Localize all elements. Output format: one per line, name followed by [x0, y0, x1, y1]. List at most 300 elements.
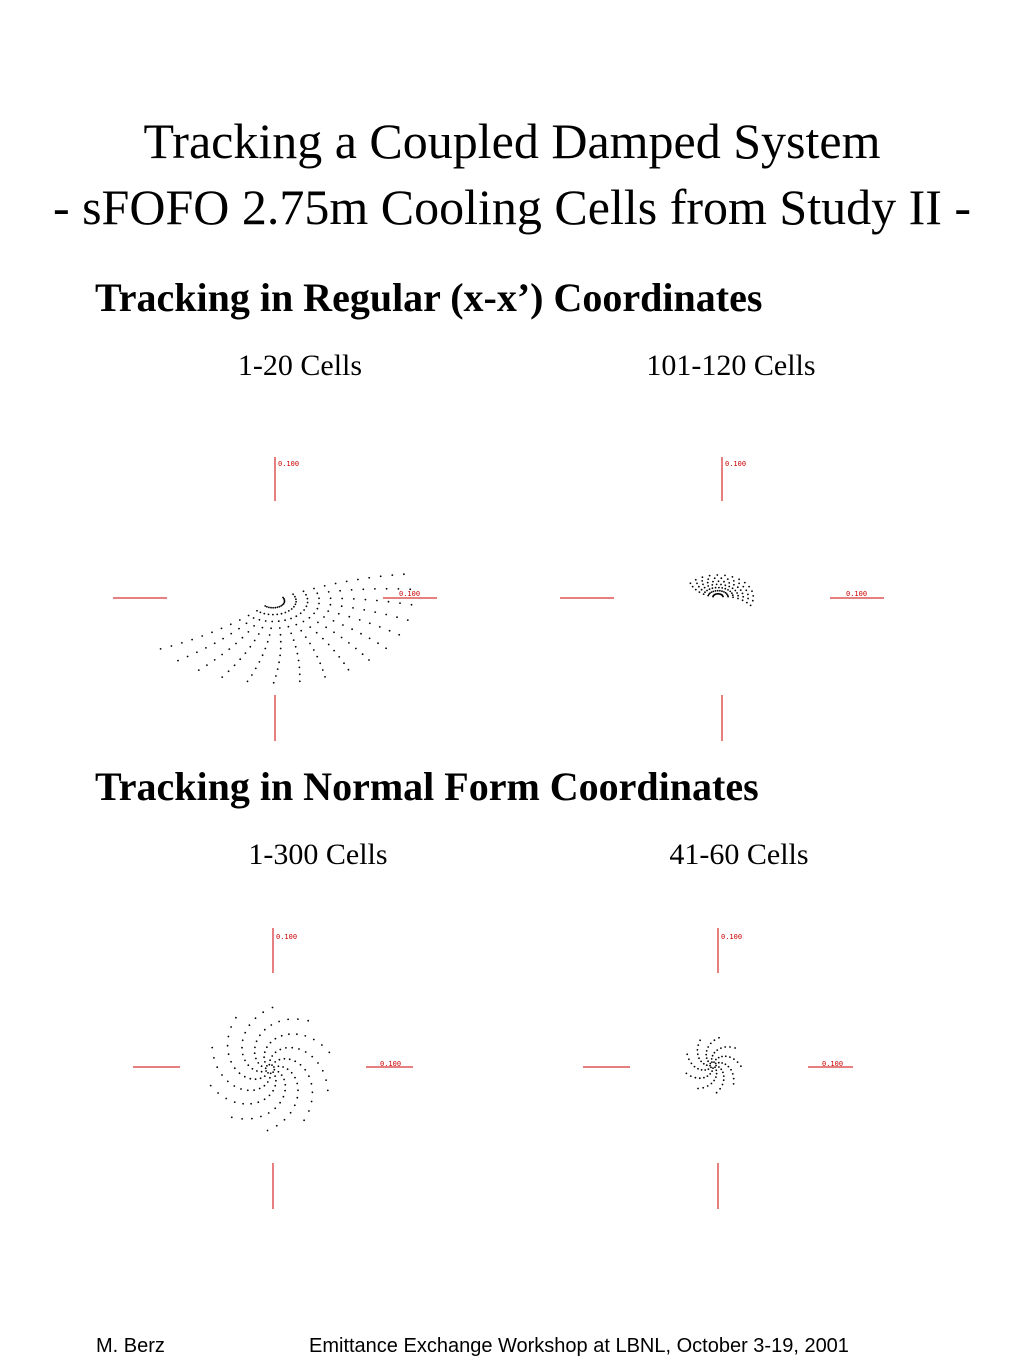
tracking-dot [265, 1067, 267, 1069]
tracking-dot [355, 648, 357, 650]
tracking-dot [325, 626, 327, 628]
tracking-dot [333, 650, 335, 652]
tracking-dot [261, 1065, 263, 1067]
tracking-dot [727, 578, 729, 580]
tracking-dot [235, 1017, 237, 1019]
tracking-dot [262, 654, 264, 656]
tracking-dot [264, 605, 266, 607]
tracking-dot [328, 591, 330, 593]
tracking-dot [221, 676, 223, 678]
tracking-dot [711, 591, 713, 593]
tracking-dot [377, 642, 379, 644]
tracking-dot [307, 598, 309, 600]
tracking-dot [247, 1064, 249, 1066]
tracking-dot [732, 594, 734, 596]
tracking-dot [718, 1066, 720, 1068]
tracking-dot [317, 608, 319, 610]
tracking-dot [707, 1075, 709, 1077]
tracking-dot [268, 614, 270, 616]
tracking-dot [279, 1059, 281, 1061]
tracking-dot [267, 1130, 269, 1132]
tracking-dot [695, 589, 697, 591]
phase-plot-normal-41-60 [583, 928, 873, 1212]
tracking-dot [293, 639, 295, 641]
tracking-dot [714, 1066, 716, 1068]
tracking-dot [742, 593, 744, 595]
tracking-dot [750, 605, 752, 607]
tracking-dot [341, 598, 343, 600]
tracking-dot [312, 1091, 314, 1093]
tracking-dot [690, 1075, 692, 1077]
tracking-dot [740, 589, 742, 591]
tracking-dot [339, 590, 341, 592]
tracking-dot [274, 607, 276, 609]
tracking-dot [729, 1056, 731, 1058]
tracking-dot [751, 590, 753, 592]
tracking-dot [697, 1053, 699, 1055]
phase-plot-svg [560, 455, 890, 745]
tracking-dot [711, 584, 713, 586]
tracking-dot [221, 654, 223, 656]
tracking-dot [330, 597, 332, 599]
tracking-dot [723, 581, 725, 583]
tracking-dot [230, 1061, 232, 1063]
tracking-dot [716, 574, 718, 576]
tracking-dot [318, 597, 320, 599]
tracking-dot [272, 1007, 274, 1009]
tracking-dot [311, 1083, 313, 1085]
tracking-dot [225, 1098, 227, 1100]
tracking-dot [333, 620, 335, 622]
tracking-dot [712, 1055, 714, 1057]
tracking-dot [271, 1064, 273, 1066]
tracking-dot [284, 1090, 286, 1092]
tracking-dot [268, 607, 270, 609]
tracking-dot [273, 682, 275, 684]
tracking-dot [264, 1051, 266, 1053]
tracking-dot [258, 633, 260, 635]
tracking-dot [709, 575, 711, 577]
tracking-dot [722, 1072, 724, 1074]
tracking-dot [721, 1062, 723, 1064]
tracking-dot [303, 590, 305, 592]
tracking-dot [295, 601, 297, 603]
tracking-dot [260, 1077, 262, 1079]
tracking-dot [706, 1050, 708, 1052]
tracking-dot [295, 603, 297, 605]
tracking-dot [221, 628, 223, 630]
tracking-dot [327, 1090, 329, 1092]
tracking-dot [747, 594, 749, 596]
tracking-dot [295, 615, 297, 617]
tracking-dot [205, 647, 207, 649]
tracking-dot [368, 659, 370, 661]
tracking-dot [281, 1035, 283, 1037]
tracking-dot [288, 626, 290, 628]
tracking-dot [313, 613, 315, 615]
tracking-dot [299, 667, 301, 669]
tracking-dot [248, 631, 250, 633]
tracking-dot [257, 1062, 259, 1064]
tracking-dot [269, 1077, 271, 1079]
tracking-dot [752, 600, 754, 602]
tracking-dot [379, 626, 381, 628]
tracking-dot [711, 1058, 713, 1060]
tracking-dot [248, 615, 250, 617]
tracking-dot [742, 596, 744, 598]
tracking-dot [266, 1046, 268, 1048]
tracking-dot [720, 584, 722, 586]
tracking-dot [271, 621, 273, 623]
tracking-dot [231, 1116, 233, 1118]
tracking-dot [748, 586, 750, 588]
tracking-dot [262, 627, 264, 629]
tracking-dot [249, 1024, 251, 1026]
tracking-dot [300, 630, 302, 632]
tracking-dot [309, 643, 311, 645]
tracking-dot [295, 598, 297, 600]
tracking-dot [707, 585, 709, 587]
tracking-dot [266, 606, 268, 608]
tracking-dot [187, 656, 189, 658]
tracking-dot [227, 1045, 229, 1047]
tracking-dot [196, 651, 198, 653]
tracking-dot [724, 584, 726, 586]
tracking-dot [399, 602, 401, 604]
tracking-dot [241, 1118, 243, 1120]
tracking-dot [267, 1081, 269, 1083]
tracking-dot [177, 660, 179, 662]
tracking-dot [228, 1053, 230, 1055]
tracking-dot [291, 1047, 293, 1049]
tracking-dot [733, 1083, 735, 1085]
tracking-dot [352, 607, 354, 609]
tracking-dot [747, 598, 749, 600]
tracking-dot [328, 644, 330, 646]
tracking-dot [702, 1087, 704, 1089]
tracking-dot [738, 583, 740, 585]
tracking-dot [270, 1072, 272, 1074]
tracking-dot [341, 605, 343, 607]
tracking-dot [249, 1078, 251, 1080]
tracking-dot [716, 1092, 718, 1094]
tracking-points [160, 573, 413, 683]
tracking-dot [690, 582, 692, 584]
tracking-dot [713, 1080, 715, 1082]
tracking-dot [275, 1080, 277, 1082]
tracking-dot [230, 633, 232, 635]
tracking-dot [721, 1056, 723, 1058]
tracking-dot [303, 621, 305, 623]
tracking-dot [287, 1019, 289, 1021]
tracking-dot [318, 603, 320, 605]
tracking-dot [279, 627, 281, 629]
tracking-dot [235, 643, 237, 645]
tracking-dot [342, 624, 344, 626]
tracking-dot [714, 577, 716, 579]
tracking-dot [737, 1061, 739, 1063]
tracking-dot [211, 1047, 213, 1049]
tracking-dot [732, 576, 734, 578]
tracking-dot [280, 648, 282, 650]
tracking-dot [723, 1075, 725, 1077]
axis-tick-label-v: 0.100 [721, 933, 743, 941]
tracking-dot [242, 637, 244, 639]
tracking-dot [295, 624, 297, 626]
axis-tick-label-v: 0.100 [276, 933, 298, 941]
tracking-dot [294, 1060, 296, 1062]
tracking-dot [745, 589, 747, 591]
tracking-dot [269, 1095, 271, 1097]
tracking-dot [278, 1071, 280, 1073]
axis-tick-label-v: 0.100 [278, 460, 300, 468]
tracking-dot [699, 591, 701, 593]
tracking-dot [309, 626, 311, 628]
tracking-dot [380, 575, 382, 577]
tracking-points [690, 574, 755, 606]
tracking-dot [338, 656, 340, 658]
tracking-dot [227, 1081, 229, 1083]
tracking-dot [265, 620, 267, 622]
tracking-dot [323, 616, 325, 618]
tracking-dot [324, 585, 326, 587]
tracking-dot [341, 637, 343, 639]
tracking-points [686, 1037, 742, 1094]
tracking-dot [718, 587, 720, 589]
tracking-dot [733, 1058, 735, 1060]
tracking-dot [388, 601, 390, 603]
tracking-dot [300, 612, 302, 614]
tracking-dot [724, 575, 726, 577]
tracking-dot [740, 1065, 742, 1067]
tracking-dot [284, 619, 286, 621]
tracking-dot [234, 1067, 236, 1069]
tracking-dot [700, 1061, 702, 1063]
tracking-dot [303, 1119, 305, 1121]
tracking-dot [398, 588, 400, 590]
tracking-dot [244, 1032, 246, 1034]
tracking-dot [264, 1061, 266, 1063]
tracking-dot [730, 1069, 732, 1071]
tracking-dot [398, 634, 400, 636]
tracking-dot [744, 582, 746, 584]
tracking-dot [266, 1065, 268, 1067]
tracking-dot [357, 579, 359, 581]
tracking-dot [275, 1038, 277, 1040]
tracking-dot [244, 1060, 246, 1062]
tracking-dot [709, 592, 711, 594]
phase-plot-normal-1-300 [133, 928, 423, 1212]
tracking-dot [734, 590, 736, 592]
tracking-dot [288, 1033, 290, 1035]
tracking-dot [703, 593, 705, 595]
tracking-dot [270, 1024, 272, 1026]
tracking-dot [272, 607, 274, 609]
tracking-dot [268, 1064, 270, 1066]
tracking-dot [365, 599, 367, 601]
tracking-dot [211, 631, 213, 633]
tracking-dot [353, 598, 355, 600]
tracking-dot [298, 660, 300, 662]
tracking-dot [720, 1047, 722, 1049]
tracking-dot [256, 610, 258, 612]
tracking-dot [257, 1101, 259, 1103]
tracking-dot [259, 1088, 261, 1090]
tracking-dot [385, 647, 387, 649]
tracking-dot [255, 1017, 257, 1019]
phase-plot-regular-1-20 [113, 455, 443, 745]
plot-label-41-60: 41-60 Cells [669, 838, 809, 871]
tracking-dot [269, 1059, 271, 1061]
tracking-dot [376, 600, 378, 602]
tracking-dot [228, 670, 230, 672]
tracking-dot [715, 1059, 717, 1061]
tracking-dot [214, 642, 216, 644]
tracking-dot [716, 1049, 718, 1051]
tracking-dot [253, 625, 255, 627]
tracking-dot [721, 587, 723, 589]
tracking-dot [718, 580, 720, 582]
tracking-dot [252, 1068, 254, 1070]
tracking-dot [253, 617, 255, 619]
tracking-dot [249, 646, 251, 648]
tracking-dot [728, 1066, 730, 1068]
tracking-dot [710, 1043, 712, 1045]
tracking-dot [716, 1073, 718, 1075]
tracking-dot [290, 1112, 292, 1114]
tracking-dot [319, 662, 321, 664]
tracking-dot [308, 1075, 310, 1077]
tracking-dot [348, 669, 350, 671]
tracking-dot [274, 1075, 276, 1077]
tracking-dot [316, 592, 318, 594]
tracking-dot [273, 1066, 275, 1068]
tracking-dot [705, 1054, 707, 1056]
tracking-dot [287, 1068, 289, 1070]
tracking-dot [707, 1085, 709, 1087]
tracking-dot [275, 675, 277, 677]
tracking-dot [264, 1085, 266, 1087]
axis-tick-label-h: 0.100 [846, 590, 868, 598]
tracking-dot [230, 623, 232, 625]
tracking-dot [239, 658, 241, 660]
tracking-dot [328, 1052, 330, 1054]
tracking-dot [733, 580, 735, 582]
tracking-dot [247, 681, 249, 683]
tracking-dot [296, 1083, 298, 1085]
tracking-dot [704, 591, 706, 593]
tracking-dot [703, 1063, 705, 1065]
tracking-dot [281, 1074, 283, 1076]
tracking-dot [277, 668, 279, 670]
tracking-dot [242, 1103, 244, 1105]
tracking-dot [297, 1089, 299, 1091]
tracking-dot [709, 1063, 711, 1065]
axis-tick-label-h: 0.100 [822, 1060, 844, 1068]
tracking-dot [701, 580, 703, 582]
tracking-dot [255, 1058, 257, 1060]
tracking-dot [403, 573, 405, 575]
tracking-dot [181, 642, 183, 644]
tracking-dot [293, 606, 295, 608]
tracking-dot [210, 1085, 212, 1087]
tracking-dot [290, 633, 292, 635]
tracking-dot [725, 1063, 727, 1065]
tracking-dot [697, 1068, 699, 1070]
tracking-dot [296, 1097, 298, 1099]
tracking-dot [360, 633, 362, 635]
tracking-dot [299, 673, 301, 675]
tracking-dot [712, 1067, 714, 1069]
tracking-dot [715, 1063, 717, 1065]
tracking-dot [272, 614, 274, 616]
tracking-dot [305, 594, 307, 596]
tracking-dot [688, 1058, 690, 1060]
tracking-dot [304, 1069, 306, 1071]
tracking-dot [221, 1074, 223, 1076]
tracking-dot [274, 1061, 276, 1063]
tracking-dot [686, 1053, 688, 1055]
tracking-dot [720, 577, 722, 579]
tracking-dot [294, 596, 296, 598]
tracking-dot [727, 589, 729, 591]
tracking-dot [708, 1068, 710, 1070]
tracking-dot [255, 668, 257, 670]
tracking-dot [241, 1047, 243, 1049]
tracking-dot [264, 648, 266, 650]
tracking-dot [256, 1070, 258, 1072]
tracking-dot [251, 674, 253, 676]
phase-plot-svg [583, 928, 873, 1212]
tracking-dot [299, 680, 301, 682]
tracking-dot [321, 1044, 323, 1046]
tracking-dot [268, 1112, 270, 1114]
tracking-dot [255, 1078, 257, 1080]
tracking-dot [362, 588, 364, 590]
phase-plot-regular-101-120 [560, 455, 890, 745]
tracking-dot [282, 1066, 284, 1068]
tracking-dot [703, 1077, 705, 1079]
tracking-dot [270, 607, 272, 609]
tracking-dot [374, 611, 376, 613]
tracking-dot [709, 1073, 711, 1075]
tracking-dot [261, 1071, 263, 1073]
tracking-dot [737, 595, 739, 597]
tracking-dot [294, 1077, 296, 1079]
tracking-dot [230, 1026, 232, 1028]
tracking-dot [733, 1078, 735, 1080]
tracking-dot [351, 628, 353, 630]
section-heading-normal-form: Tracking in Normal Form Coordinates [95, 764, 759, 809]
tracking-dot [715, 587, 717, 589]
tracking-dot [251, 1118, 253, 1120]
tracking-dot [715, 1069, 717, 1071]
tracking-dot [742, 599, 744, 601]
tracking-dot [327, 610, 329, 612]
tracking-dot [316, 656, 318, 658]
tracking-dot [300, 1064, 302, 1066]
slide-title: Tracking a Coupled Damped System [143, 113, 881, 169]
tracking-dot [710, 1067, 712, 1069]
tracking-dot [213, 1057, 215, 1059]
tracking-dot [214, 659, 216, 661]
tracking-dot [317, 1062, 319, 1064]
tracking-dot [298, 1048, 300, 1050]
plot-label-101-120: 101-120 Cells [646, 349, 816, 382]
tracking-dot [746, 602, 748, 604]
tracking-dot [724, 588, 726, 590]
tracking-dot [694, 1066, 696, 1068]
